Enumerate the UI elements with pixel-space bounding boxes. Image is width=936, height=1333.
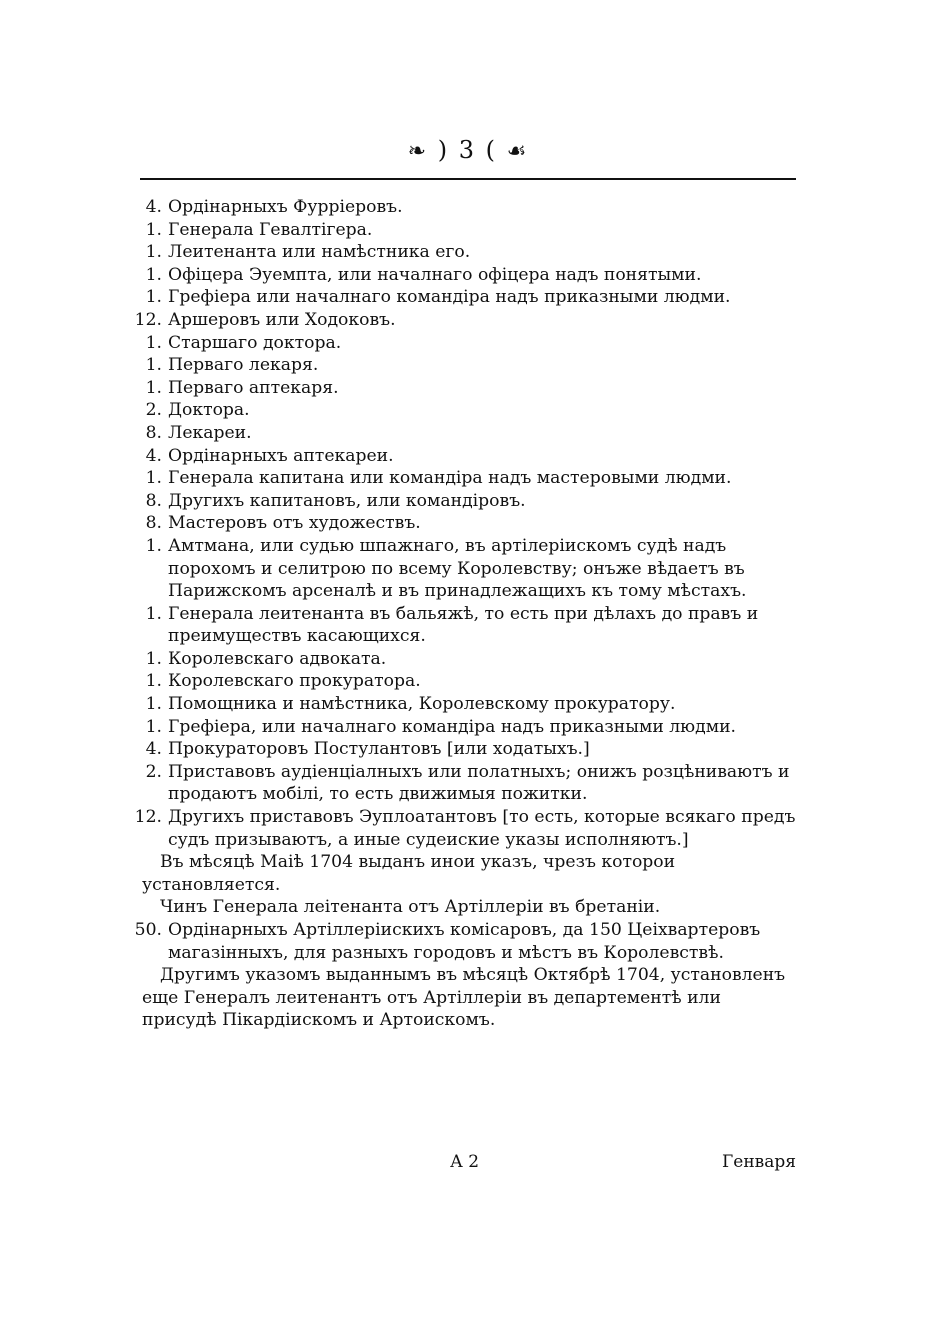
entry-text: Приставовъ аудіенціалныхъ или полатныхъ; онижъ розцѣниваютъ и продаютъ мобілі, то есть движимыя пожитки. [168, 761, 790, 805]
paragraph: Другимъ указомъ выданнымъ въ мѣсяцѣ Октябрѣ 1704, установленъ еще Генералъ леитенантъ отъ Артіллеріи въ департементѣ или присудѣ Пікардіискомъ и Артоискомъ. [142, 965, 786, 1031]
list-item [128, 761, 800, 806]
ornament-left-icon: ❧ [407, 139, 429, 164]
entry-count: 1. [145, 264, 162, 285]
page-footer [140, 1152, 796, 1178]
entry-count: 8. [145, 422, 162, 443]
list-item [128, 603, 800, 648]
entry-count: 1. [145, 694, 162, 715]
list-item [128, 399, 800, 422]
entry-text: Грефіера, или началнаго командіра надъ приказными людми. [168, 716, 736, 737]
signature-mark: А 2 [450, 1152, 480, 1172]
entry-text: Офіцера Эуемпта, или началнаго офіцера надъ понятыми. [168, 264, 702, 285]
entry-text: Другихъ капитановъ, или командіровъ. [168, 490, 526, 511]
list-item [128, 535, 800, 603]
entry-count: 1. [145, 603, 162, 624]
list-item [128, 670, 800, 693]
entry-text: Мастеровъ отъ художествъ. [168, 513, 421, 534]
entry-count: 4. [145, 197, 162, 217]
entry-text: Грефіера или началнаго командіра надъ приказными людми. [168, 287, 731, 308]
entry-text: Ордінарныхъ Фурріеровъ. [168, 197, 403, 217]
list-item [128, 264, 800, 287]
entry-text: Леитенанта или намѣстника его. [168, 242, 471, 263]
entry-count: 1. [145, 377, 162, 398]
list-item [128, 219, 800, 242]
list-item [128, 806, 800, 851]
entry-count: 1. [145, 242, 162, 263]
entry-count: 50. [134, 920, 162, 940]
entry-count: 12. [134, 309, 162, 330]
entry-count: 2. [145, 761, 162, 782]
list-item [128, 738, 800, 761]
entry-count: 2. [145, 400, 162, 421]
list-item [128, 332, 800, 355]
list-item [128, 693, 800, 716]
entry-text: Перваго аптекаря. [168, 377, 339, 398]
entry-text: Старшаго доктора. [168, 332, 342, 353]
entry-text: Генерала капитана или командіра надъ мастеровыми людми. [168, 468, 732, 489]
entry-text: Амтмана, или судью шпажнаго, въ артілеріискомъ судѣ надъ порохомъ и селитрою по всему Королевству; онъже вѣдаетъ въ Парижскомъ арсеналѣ и въ принадлежащихъ къ тому мѣстахъ. [168, 535, 747, 602]
header-rule [140, 178, 796, 180]
entry-text: Другихъ приставовъ Эуплоатантовъ [то есть, которые всякаго предъ судъ призываютъ, а иные судеиские указы исполняютъ.] [168, 807, 796, 850]
entry-count: 1. [145, 468, 162, 489]
entry-text: Генерала леитенанта въ бальяжѣ, то есть при дѣлахъ до правъ и преимуществъ касающихся. [168, 603, 759, 647]
entry-count: 1. [145, 355, 162, 376]
list-item [128, 377, 800, 400]
entry-count: 1. [145, 716, 162, 737]
list-item [128, 354, 800, 377]
entry-count: 1. [145, 287, 162, 308]
entry-count: 4. [145, 739, 162, 760]
entry-count: 8. [145, 513, 162, 534]
entry-text: Доктора. [168, 400, 250, 421]
entry-text: Ордінарныхъ Артіллеріискихъ комісаровъ, да 150 Цеіхвартеровъ магазінныхъ, для разныхъ городовъ и мѣстъ въ Королевствѣ. [168, 920, 761, 963]
entry-count: 1. [145, 648, 162, 669]
entry-count: 1. [145, 219, 162, 240]
running-head [0, 136, 936, 164]
entry-text: Королевскаго адвоката. [168, 648, 387, 669]
page-number: ) 3 ( [437, 136, 497, 164]
ornament-right-icon: ☙ [506, 139, 529, 164]
entry-count: 1. [145, 535, 162, 556]
entry-count: 4. [145, 445, 162, 466]
page-body [128, 196, 800, 1032]
list-item [128, 196, 800, 219]
entry-text: Помощника и намѣстника, Королевскому прокуратору. [168, 694, 676, 715]
entry-text: Аршеровъ или Ходоковъ. [168, 309, 396, 330]
entry-count: 8. [145, 490, 162, 511]
list-item [128, 422, 800, 445]
list-item [128, 445, 800, 468]
entry-count: 1. [145, 671, 162, 692]
entry-count: 1. [145, 332, 162, 353]
list-item [128, 309, 800, 332]
list-item [128, 512, 800, 535]
list-item [128, 241, 800, 264]
entry-text: Генерала Гевалтігера. [168, 219, 373, 240]
list-item [128, 919, 800, 964]
entry-text: Перваго лекаря. [168, 355, 319, 376]
list-item [128, 286, 800, 309]
entry-text: Прокураторовъ Постулантовъ [или ходатыхъ.] [168, 739, 590, 760]
list-item [128, 648, 800, 671]
entry-count: 12. [134, 807, 162, 828]
entry-text: Ордінарныхъ аптекареи. [168, 445, 394, 466]
list-item [128, 490, 800, 513]
paragraph: Въ мѣсяцѣ Маіѣ 1704 выданъ инои указъ, чрезъ которои установляется. [142, 852, 676, 895]
list-item [128, 467, 800, 490]
entry-text: Королевскаго прокуратора. [168, 671, 421, 692]
list-item [128, 716, 800, 739]
entry-text: Лекареи. [168, 422, 252, 443]
paragraph: Чинъ Генерала леітенанта отъ Артіллеріи въ бретаніи. [160, 897, 661, 918]
catchword: Генваря [722, 1152, 796, 1172]
